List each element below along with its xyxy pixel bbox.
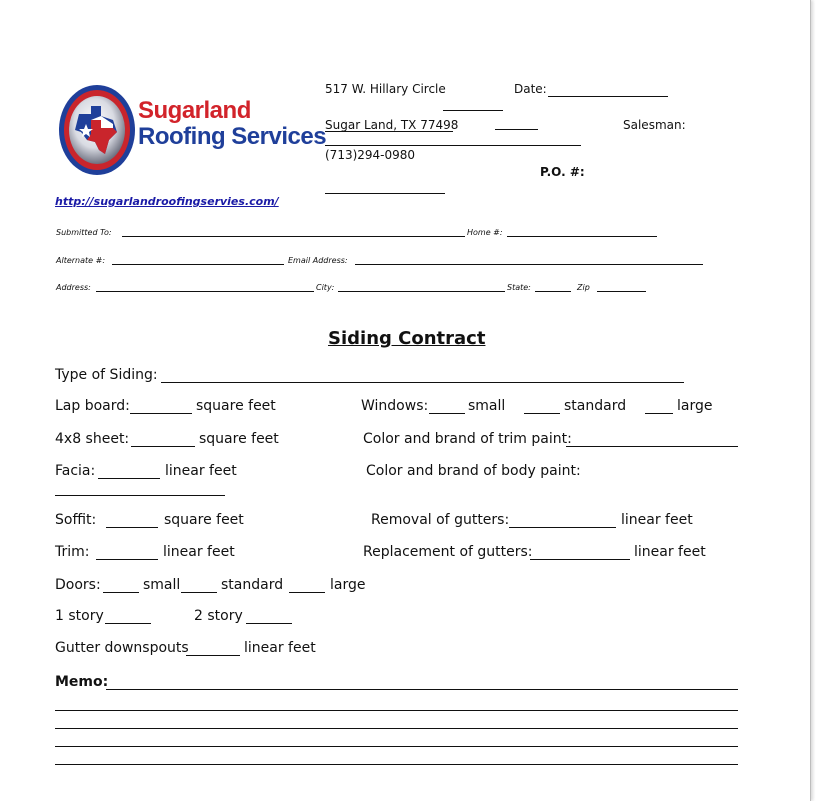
header-line-3 [325,145,581,146]
company-phone: (713)294-0980 [325,148,416,162]
company-address: 517 W. Hillary Circle [325,82,446,96]
facia-unit: linear feet [165,463,237,479]
windows-small-field[interactable] [429,413,465,414]
downspouts-label: Gutter downspouts [55,640,189,656]
sheet-unit: square feet [199,431,279,447]
downspouts-field[interactable] [186,655,240,656]
logo-line1: Sugarland [138,97,251,124]
header-line-2 [495,129,538,130]
city-label: City: [316,283,335,292]
removal-unit: linear feet [621,512,693,528]
body-paint-field[interactable] [55,495,225,496]
windows-label: Windows: [361,398,429,414]
company-city: Sugar Land, TX 77498 [325,118,459,132]
salesman-label: Salesman: [623,118,686,132]
story1-label: 1 story [55,608,104,624]
zip-field[interactable] [597,291,646,292]
windows-small-label: small [468,398,506,414]
logo-line2: Roofing Services [138,123,327,150]
replacement-unit: linear feet [634,544,706,560]
lap-board-field[interactable] [130,413,192,414]
type-of-siding-label: Type of Siding: [55,367,158,383]
trim-unit: linear feet [163,544,235,560]
header-line-1 [443,110,503,111]
replacement-gutters-field[interactable] [530,559,630,560]
story2-label: 2 story [194,608,243,624]
type-of-siding-field[interactable] [161,382,684,383]
soffit-unit: square feet [164,512,244,528]
doors-large-label: large [330,577,366,593]
story2-field[interactable] [246,623,292,624]
address-field[interactable] [96,291,314,292]
sheet-field[interactable] [131,446,195,447]
trim-paint-label: Color and brand of trim paint: [363,431,572,447]
windows-standard-label: standard [564,398,627,414]
home-field[interactable] [507,236,657,237]
replacement-gutters-label: Replacement of gutters: [363,544,533,560]
memo-field-line-3[interactable] [55,728,738,729]
date-label: Date: [514,82,547,96]
soffit-label: Soffit: [55,512,97,528]
memo-label: Memo: [55,674,109,690]
po-label: P.O. #: [540,165,585,179]
texas-emblem-icon [57,80,139,180]
alternate-label: Alternate #: [56,256,106,265]
body-paint-label: Color and brand of body paint: [366,463,581,479]
website-link[interactable]: http://sugarlandroofingservies.com/ [55,195,279,208]
doors-large-field[interactable] [289,592,325,593]
email-label: Email Address: [288,256,348,265]
windows-large-field[interactable] [645,413,673,414]
doors-small-label: small [143,577,181,593]
submitted-to-field[interactable] [122,236,465,237]
state-field[interactable] [535,291,571,292]
logo-text [138,99,326,149]
memo-field-line-4[interactable] [55,746,738,747]
facia-field[interactable] [98,478,160,479]
trim-field[interactable] [96,559,158,560]
city-underline [325,131,453,132]
doors-label: Doors: [55,577,101,593]
address-label: Address: [56,283,91,292]
trim-paint-field[interactable] [566,446,738,447]
memo-field-line-2[interactable] [55,710,738,711]
state-label: State: [507,283,531,292]
city-field[interactable] [338,291,505,292]
lap-board-label: Lap board: [55,398,130,414]
home-label: Home #: [467,228,503,237]
date-field[interactable] [548,96,668,97]
soffit-field[interactable] [106,527,158,528]
doors-small-field[interactable] [103,592,139,593]
facia-label: Facia: [55,463,96,479]
removal-gutters-label: Removal of gutters: [371,512,510,528]
alternate-field[interactable] [112,264,284,265]
windows-large-label: large [677,398,713,414]
downspouts-unit: linear feet [244,640,316,656]
doors-standard-label: standard [221,577,284,593]
doors-standard-field[interactable] [181,592,217,593]
story1-field[interactable] [105,623,151,624]
memo-field-line-1[interactable] [106,689,738,690]
sheet-label: 4x8 sheet: [55,431,130,447]
lap-board-unit: square feet [196,398,276,414]
submitted-to-label: Submitted To: [56,228,112,237]
page-title: Siding Contract [328,328,486,349]
po-field[interactable] [325,193,445,194]
trim-label: Trim: [55,544,90,560]
memo-field-line-5[interactable] [55,764,738,765]
zip-label: Zip [577,283,590,292]
email-field[interactable] [355,264,703,265]
windows-standard-field[interactable] [524,413,560,414]
removal-gutters-field[interactable] [509,527,616,528]
